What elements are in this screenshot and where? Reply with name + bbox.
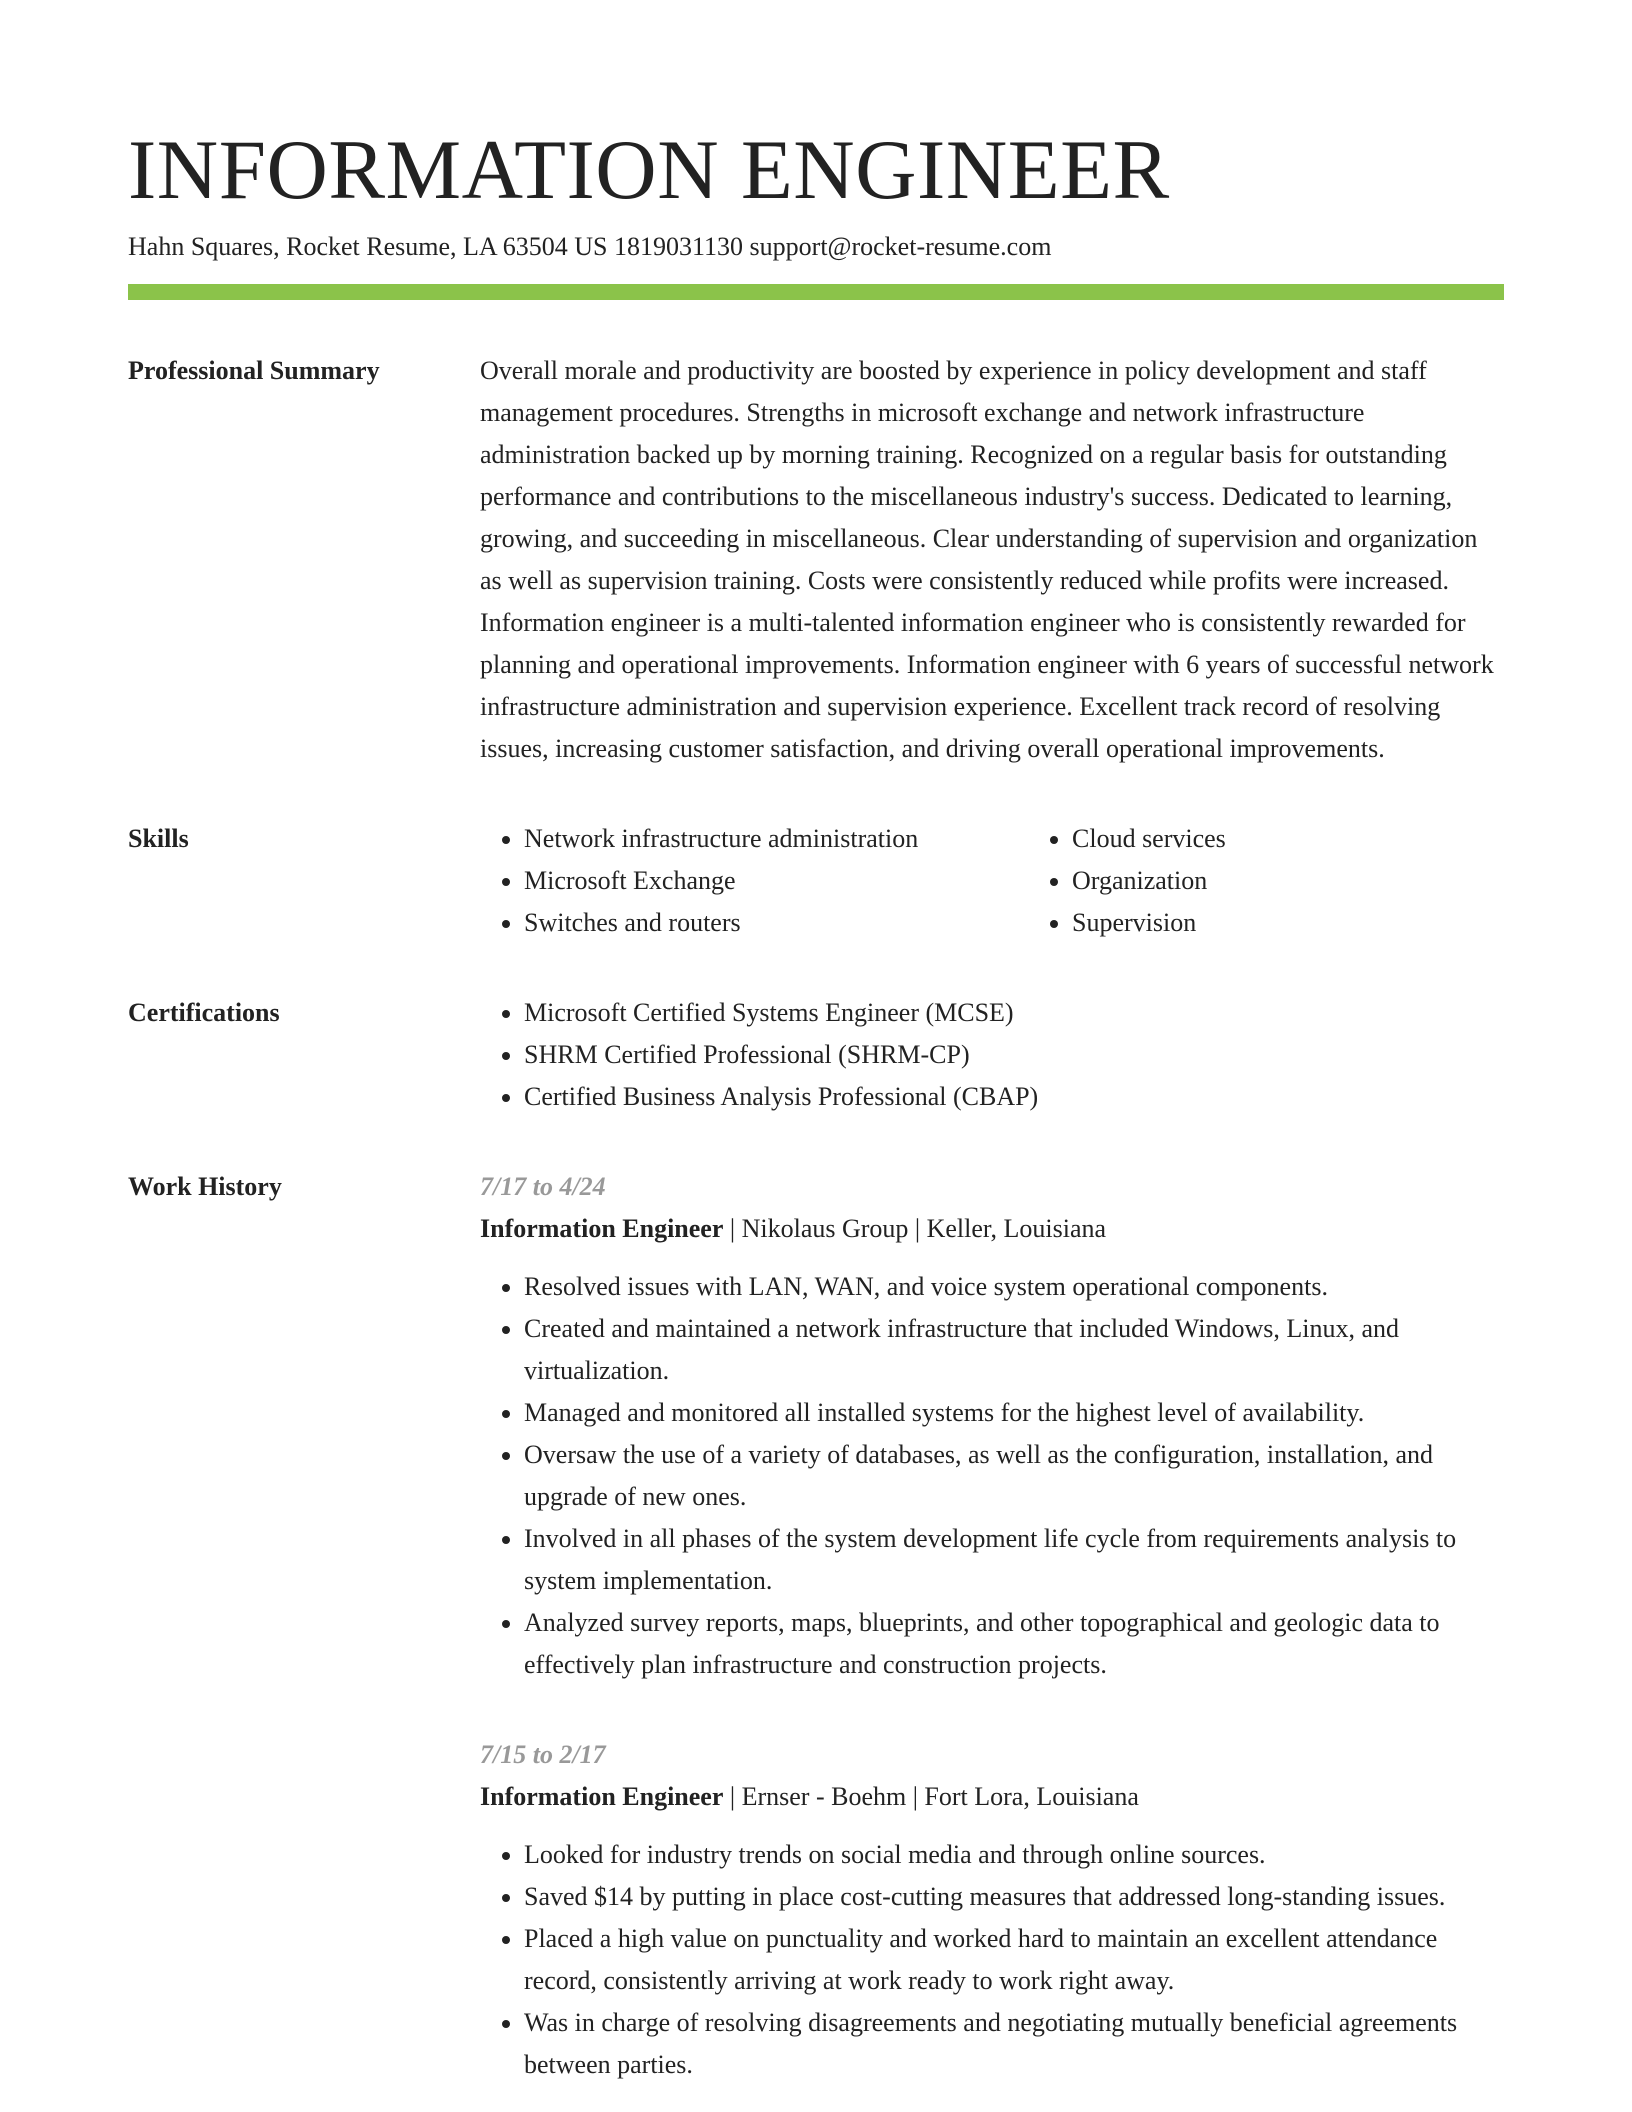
header-divider — [128, 284, 1504, 300]
job-bullet: • Oversaw the use of a variety of databases, as well as the configuration, installation, and upgrade of new ones. — [524, 1434, 1504, 1518]
job-bullet: • Analyzed survey reports, maps, blueprints, and other topographical and geologic data to effectively plan infrastructure and construction projects. — [524, 1602, 1504, 1686]
job-bullet: • Created and maintained a network infrastructure that included Windows, Linux, and virtualization. — [524, 1308, 1504, 1392]
job-entry — [480, 1734, 1504, 2086]
job-bullet: • Saved $14 by putting in place cost-cutting measures that addressed long-standing issues. — [524, 1876, 1504, 1918]
certifications-list — [480, 992, 1504, 1118]
job-heading — [480, 1208, 1504, 1250]
certification-item: • Certified Business Analysis Professional (CBAP) — [524, 1076, 1504, 1118]
skills-section — [128, 818, 1504, 944]
skills-list-right — [1028, 818, 1226, 944]
skill-item: • Organization — [1072, 860, 1226, 902]
job-bullet: • Resolved issues with LAN, WAN, and voice system operational components. — [524, 1266, 1504, 1308]
summary-text: Overall morale and productivity are boosted by experience in policy development and staff management procedures. Strengths in microsoft exchange and network infrastructure administration backed up by morning training. Recognized on a regular basis for outstanding performance and contributions to the miscellaneous industry's success. Dedicated to learning, growing, and succeeding in miscellaneous. Clear understanding of supervision and organization as well as supervision training. Costs were consistently reduced while profits were increased. Information engineer is a multi-talented information engineer who is consistently rewarded for planning and operational improvements. Information engineer with 6 years of successful network infrastructure administration and supervision experience. Excellent track record of resolving issues, increasing customer satisfaction, and driving overall operational improvements. — [480, 356, 1494, 763]
job-bullets — [480, 1266, 1504, 1686]
job-entry — [480, 1166, 1504, 1686]
resume-page — [128, 120, 1504, 2086]
section-label-certifications: Certifications — [128, 998, 280, 1027]
job-company-location: | Ernser - Boehm | Fort Lora, Louisiana — [723, 1782, 1139, 1811]
job-dates: 7/17 to 4/24 — [480, 1172, 606, 1201]
section-label-work-history: Work History — [128, 1172, 282, 1201]
job-bullet: • Managed and monitored all installed systems for the highest level of availability. — [524, 1392, 1504, 1434]
job-bullet: • Was in charge of resolving disagreements and negotiating mutually beneficial agreements between parties. — [524, 2002, 1504, 2086]
certifications-section — [128, 992, 1504, 1118]
job-title: Information Engineer — [480, 1782, 724, 1811]
skill-item: • Microsoft Exchange — [524, 860, 1028, 902]
job-dates: 7/15 to 2/17 — [480, 1740, 606, 1769]
skill-item: • Cloud services — [1072, 818, 1226, 860]
summary-section — [128, 350, 1504, 770]
section-label-summary: Professional Summary — [128, 356, 380, 385]
job-bullet: • Looked for industry trends on social media and through online sources. — [524, 1834, 1504, 1876]
skill-item: • Switches and routers — [524, 902, 1028, 944]
skill-item: • Network infrastructure administration — [524, 818, 1028, 860]
work-history-section — [128, 1166, 1504, 2086]
job-bullets — [480, 1834, 1504, 2086]
job-title: Information Engineer — [480, 1214, 724, 1243]
skills-list-left — [480, 818, 1028, 944]
certification-item: • Microsoft Certified Systems Engineer (MCSE) — [524, 992, 1504, 1034]
contact-line: Hahn Squares, Rocket Resume, LA 63504 US 1819031130 support@rocket-resume.com — [128, 232, 1052, 261]
job-company-location: | Nikolaus Group | Keller, Louisiana — [723, 1214, 1107, 1243]
resume-title: INFORMATION ENGINEER — [128, 123, 1170, 217]
job-heading — [480, 1776, 1504, 1818]
skill-item: • Supervision — [1072, 902, 1226, 944]
section-label-skills: Skills — [128, 824, 189, 853]
certification-item: • SHRM Certified Professional (SHRM-CP) — [524, 1034, 1504, 1076]
job-bullet: • Involved in all phases of the system development life cycle from requirements analysis to system implementation. — [524, 1518, 1504, 1602]
job-bullet: • Placed a high value on punctuality and worked hard to maintain an excellent attendance record, consistently arriving at work ready to work right away. — [524, 1918, 1504, 2002]
